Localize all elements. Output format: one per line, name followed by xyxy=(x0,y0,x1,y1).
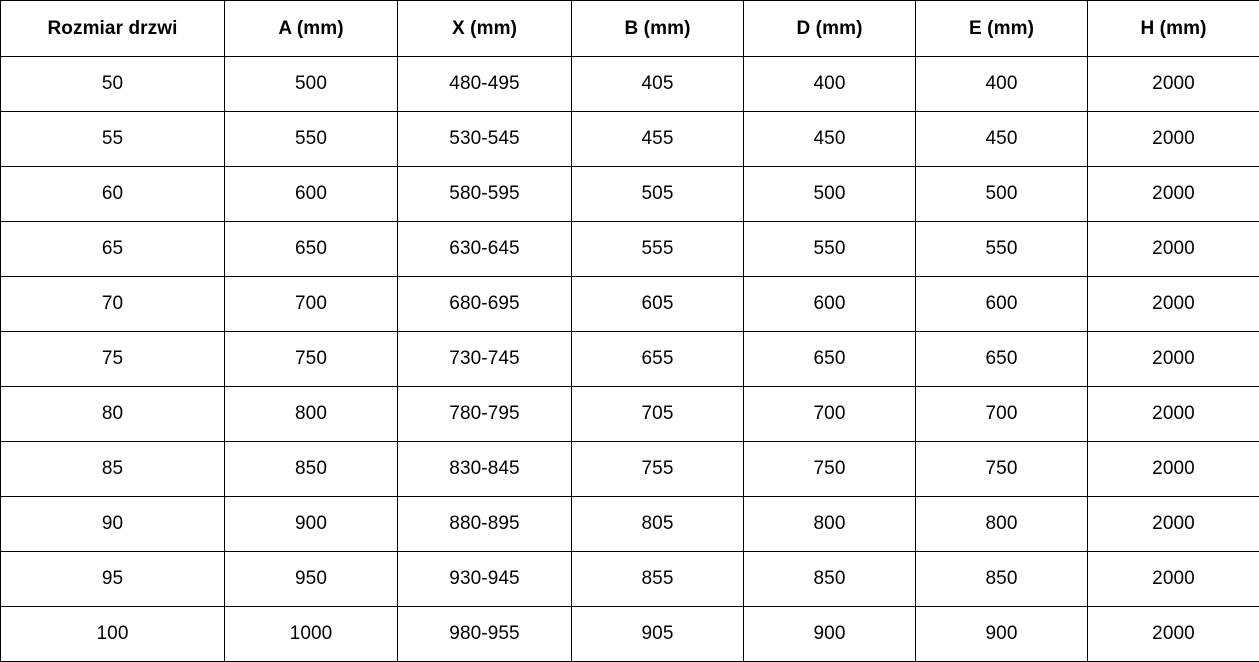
cell-door-size: 60 xyxy=(1,167,225,222)
cell-e: 600 xyxy=(916,277,1088,332)
cell-x: 630-645 xyxy=(398,222,572,277)
table-row xyxy=(1,497,1259,552)
cell-d: 500 xyxy=(744,167,916,222)
cell-b: 805 xyxy=(572,497,744,552)
table-row xyxy=(1,607,1259,662)
column-header-x: X (mm) xyxy=(398,1,572,57)
cell-d: 700 xyxy=(744,387,916,442)
column-header-door-size: Rozmiar drzwi xyxy=(1,1,225,57)
cell-e: 900 xyxy=(916,607,1088,662)
cell-h: 2000 xyxy=(1088,277,1259,332)
cell-e: 650 xyxy=(916,332,1088,387)
cell-d: 600 xyxy=(744,277,916,332)
cell-e: 550 xyxy=(916,222,1088,277)
cell-d: 450 xyxy=(744,112,916,167)
table-row xyxy=(1,332,1259,387)
cell-door-size: 75 xyxy=(1,332,225,387)
cell-h: 2000 xyxy=(1088,57,1259,112)
table-row xyxy=(1,442,1259,497)
cell-d: 800 xyxy=(744,497,916,552)
cell-door-size: 90 xyxy=(1,497,225,552)
cell-h: 2000 xyxy=(1088,112,1259,167)
table-row xyxy=(1,387,1259,442)
cell-a: 600 xyxy=(225,167,398,222)
cell-d: 650 xyxy=(744,332,916,387)
cell-b: 655 xyxy=(572,332,744,387)
cell-h: 2000 xyxy=(1088,497,1259,552)
cell-b: 705 xyxy=(572,387,744,442)
cell-d: 900 xyxy=(744,607,916,662)
cell-x: 480-495 xyxy=(398,57,572,112)
table-header xyxy=(1,1,1259,57)
cell-door-size: 100 xyxy=(1,607,225,662)
cell-d: 550 xyxy=(744,222,916,277)
cell-a: 1000 xyxy=(225,607,398,662)
cell-door-size: 80 xyxy=(1,387,225,442)
table-row xyxy=(1,222,1259,277)
cell-b: 855 xyxy=(572,552,744,607)
cell-d: 750 xyxy=(744,442,916,497)
cell-h: 2000 xyxy=(1088,222,1259,277)
cell-b: 505 xyxy=(572,167,744,222)
cell-e: 500 xyxy=(916,167,1088,222)
cell-h: 2000 xyxy=(1088,167,1259,222)
table-row xyxy=(1,552,1259,607)
cell-x: 880-895 xyxy=(398,497,572,552)
cell-e: 850 xyxy=(916,552,1088,607)
cell-b: 455 xyxy=(572,112,744,167)
cell-door-size: 70 xyxy=(1,277,225,332)
cell-b: 405 xyxy=(572,57,744,112)
cell-door-size: 65 xyxy=(1,222,225,277)
cell-h: 2000 xyxy=(1088,607,1259,662)
cell-b: 755 xyxy=(572,442,744,497)
cell-e: 700 xyxy=(916,387,1088,442)
cell-door-size: 55 xyxy=(1,112,225,167)
cell-a: 550 xyxy=(225,112,398,167)
cell-x: 980-955 xyxy=(398,607,572,662)
cell-a: 700 xyxy=(225,277,398,332)
cell-a: 850 xyxy=(225,442,398,497)
cell-a: 750 xyxy=(225,332,398,387)
cell-e: 450 xyxy=(916,112,1088,167)
table-row xyxy=(1,112,1259,167)
table-row xyxy=(1,57,1259,112)
cell-d: 850 xyxy=(744,552,916,607)
cell-a: 950 xyxy=(225,552,398,607)
cell-e: 750 xyxy=(916,442,1088,497)
cell-door-size: 95 xyxy=(1,552,225,607)
table-header-row xyxy=(1,1,1259,57)
cell-h: 2000 xyxy=(1088,442,1259,497)
cell-x: 580-595 xyxy=(398,167,572,222)
table-body xyxy=(1,57,1259,662)
cell-b: 605 xyxy=(572,277,744,332)
column-header-h: H (mm) xyxy=(1088,1,1259,57)
column-header-d: D (mm) xyxy=(744,1,916,57)
cell-x: 830-845 xyxy=(398,442,572,497)
cell-b: 905 xyxy=(572,607,744,662)
cell-door-size: 85 xyxy=(1,442,225,497)
cell-b: 555 xyxy=(572,222,744,277)
cell-door-size: 50 xyxy=(1,57,225,112)
cell-h: 2000 xyxy=(1088,387,1259,442)
cell-d: 400 xyxy=(744,57,916,112)
cell-e: 800 xyxy=(916,497,1088,552)
cell-x: 930-945 xyxy=(398,552,572,607)
cell-a: 500 xyxy=(225,57,398,112)
cell-a: 650 xyxy=(225,222,398,277)
cell-x: 780-795 xyxy=(398,387,572,442)
column-header-b: B (mm) xyxy=(572,1,744,57)
cell-a: 800 xyxy=(225,387,398,442)
column-header-a: A (mm) xyxy=(225,1,398,57)
cell-a: 900 xyxy=(225,497,398,552)
cell-x: 530-545 xyxy=(398,112,572,167)
table-row xyxy=(1,167,1259,222)
cell-h: 2000 xyxy=(1088,552,1259,607)
column-header-e: E (mm) xyxy=(916,1,1088,57)
table-row xyxy=(1,277,1259,332)
cell-x: 730-745 xyxy=(398,332,572,387)
cell-h: 2000 xyxy=(1088,332,1259,387)
cell-e: 400 xyxy=(916,57,1088,112)
cell-x: 680-695 xyxy=(398,277,572,332)
